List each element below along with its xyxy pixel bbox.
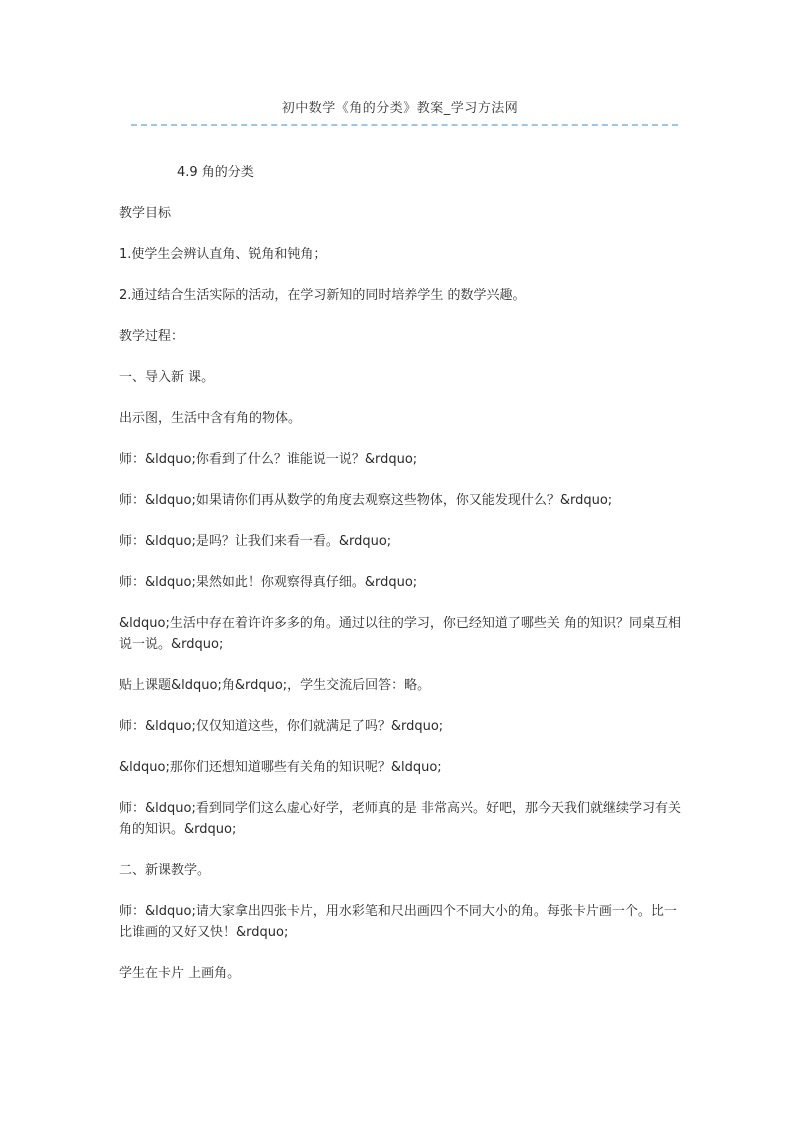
header-divider — [131, 124, 678, 126]
paragraph: 教学过程： — [119, 329, 185, 344]
paragraph: 师：&ldquo;仅仅知道这些，你们就满足了吗？&rdquo; — [119, 719, 444, 734]
paragraph: 1.使学生会辨认直角、锐角和钝角； — [119, 247, 327, 262]
paragraph: &ldquo;生活中存在着许许多多的角。通过以往的学习，你已经知道了哪些关 角的知识？同桌互相说一说。&rdquo; — [119, 616, 681, 652]
document-body — [119, 162, 689, 1004]
paragraph: 一、导入新 课。 — [119, 370, 215, 385]
paragraph: &ldquo;那你们还想知道哪些有关角的知识呢？&ldquo; — [119, 760, 442, 775]
paragraph: 教学目标 — [119, 206, 172, 221]
paragraph: 师：&ldquo;你看到了什么？谁能说一说？&rdquo; — [119, 452, 418, 467]
paragraph: 二、新课教学。 — [119, 863, 211, 878]
paragraph: 师：&ldquo;请大家拿出四张卡片，用水彩笔和尺出画四个不同大小的角。每张卡片画一个。比一比谁画的又好又快！&rdquo; — [119, 904, 677, 940]
paragraph: 师：&ldquo;是吗？让我们来看一看。&rdquo; — [119, 534, 392, 549]
paragraph: 学生在卡片 上画角。 — [119, 966, 241, 981]
paragraph: 出示图，生活中含有角的物体。 — [119, 411, 302, 426]
paragraph: 师：&ldquo;如果请你们再从数学的角度去观察这些物体，你又能发现什么？&rdquo; — [119, 493, 613, 508]
paragraph: 师：&ldquo;看到同学们这么虚心好学，老师真的是 非常高兴。好吧，那今天我们就继续学习有关角的知识。&rdquo; — [119, 801, 681, 837]
document-title: 初中数学《角的分类》教案_学习方法网 — [281, 101, 519, 116]
paragraph: 师：&ldquo;果然如此！你观察得真仔细。&rdquo; — [119, 575, 418, 590]
paragraph: 2.通过结合生活实际的活动，在学习新知的同时培养学生 的数学兴趣。 — [119, 288, 526, 303]
section-heading: 4.9 角的分类 — [177, 165, 254, 180]
paragraph: 贴上课题&ldquo;角&rdquo;，学生交流后回答：略。 — [119, 678, 431, 693]
